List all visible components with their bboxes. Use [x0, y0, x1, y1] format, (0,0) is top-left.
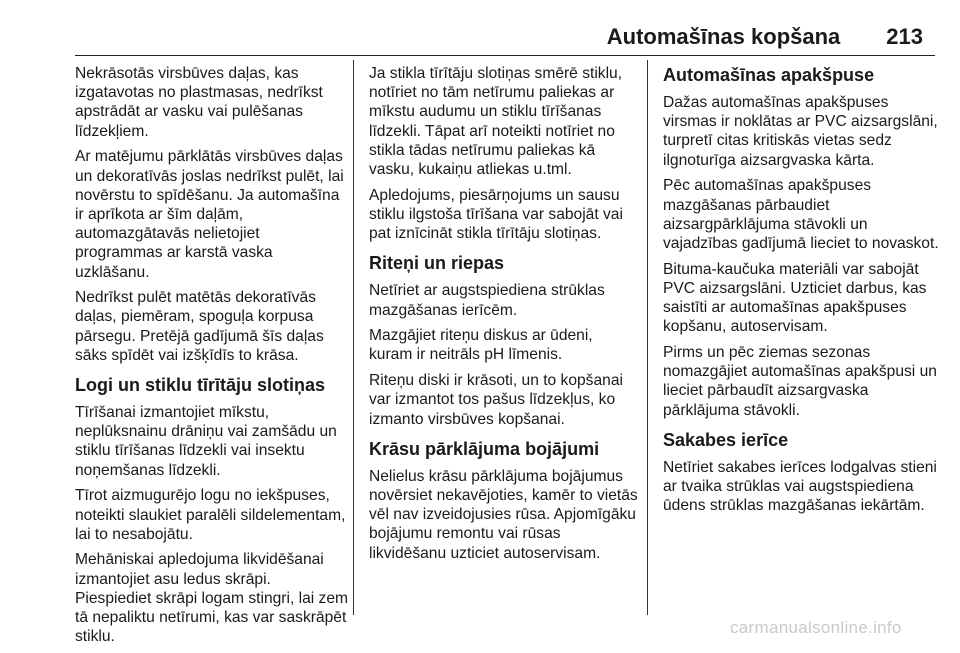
- paragraph: Nekrāsotās virsbūves daļas, kas izgatavotas no plastmasas, nedrīkst apstrādāt ar vasku vai pulēšanas līdzekļiem.: [75, 65, 323, 140]
- paragraph: Tīrot aizmugurējo logu no iekšpuses, noteikti slaukiet paralēli sildelementam, lai to nesabojātu.: [75, 487, 346, 543]
- page-title: Automašīnas kopšana: [606, 24, 841, 49]
- paragraph: Netīriet ar augstspiediena strūklas mazgāšanas ierīcēm.: [369, 282, 605, 319]
- column-divider: [353, 60, 354, 615]
- section-heading: Automašīnas apakšpuse: [663, 65, 875, 85]
- paragraph: Riteņu diski ir krāsoti, un to kopšanai var izmantot tos pašus līdzekļus, ko izmanto virsbūves kopšanai.: [369, 372, 623, 428]
- section-heading: Sakabes ierīce: [663, 429, 789, 450]
- paragraph: Netīriet sakabes ierīces lodgalvas stieni ar tvaika strūklas vai augstspiediena ūdens strūklas mazgāšanas iekārtām.: [663, 458, 937, 515]
- paragraph: Ja stikla tīrītāju slotiņas smērē stiklu, notīriet no tām netīrumu paliekas ar mīkstu audumu un stiklu tīrīšanas līdzekli. Tāpat arī noteikti notīriet no stikla tādas netīrumu paliekas kā vasku, kukaiņu atliekas u.tml.: [369, 65, 623, 179]
- page-header: [0, 24, 923, 54]
- paragraph: Apledojums, piesārņojums un sausu stiklu ilgstoša tīrīšana var sabojāt vai pat iznīcināt stikla tīrītāju slotiņas.: [369, 186, 623, 243]
- paragraph: Nedrīkst pulēt matētās dekoratīvās daļas, piemēram, spoguļa korpusa pārsegu. Pretējā gadījumā šīs daļas sāks spīdēt vai izšķīdīs to krāsa.: [75, 289, 324, 364]
- section-heading: Krāsu pārklājuma bojājumi: [369, 438, 600, 459]
- page-number: 213: [886, 24, 923, 49]
- section-heading: Logi un stiklu tīrītāju slotiņas: [75, 375, 326, 396]
- paragraph: Nelielus krāsu pārklājuma bojājumus novērsiet nekavējoties, kamēr to vietās vēl nav izveidojusies rūsa. Apjomīgāku bojājumu remontu vai rūsas likvidēšanu uzticiet autoservisam.: [369, 467, 638, 562]
- column-divider: [647, 60, 648, 615]
- watermark-text: carmanualsonline.info: [730, 618, 902, 637]
- paragraph: Dažas automašīnas apakšpuses virsmas ir noklātas ar PVC aizsargslāni, turpretī citas kritiskās vietas sedz ilgnoturīga aizsargvaska kārta.: [663, 94, 938, 169]
- column-3: [663, 64, 945, 522]
- paragraph: Pirms un pēc ziemas sezonas nomazgājiet automašīnas apakšpusi un lieciet pārbaudīt aizsargvaska pārklājuma stāvokli.: [663, 343, 937, 419]
- paragraph: Pēc automašīnas apakšpuses mazgāšanas pārbaudiet aizsargpārklājuma stāvokli un vajadzības gadījumā lieciet to novaskot.: [663, 177, 939, 252]
- header-rule: [75, 55, 935, 56]
- paragraph: Bituma-kaučuka materiāli var sabojāt PVC aizsargslāni. Uzticiet darbus, kas saistīti ar automašīnas apakšpuses kopšanu, autoservisam.: [663, 260, 927, 336]
- paragraph: Ar matējumu pārklātās virsbūves daļas un dekoratīvās joslas nedrīkst pulēt, lai novērstu to spīdēšanu. Ja automašīna ir aprīkota ar šīm daļām, automazgātavās nelietojiet programmas ar karstā vaska uzklāšanu.: [75, 148, 344, 281]
- section-heading: Riteņi un riepas: [369, 253, 505, 274]
- column-1: [75, 64, 350, 653]
- column-2: [369, 64, 639, 569]
- paragraph: Mazgājiet riteņu diskus ar ūdeni, kuram ir neitrāls pH līmenis.: [369, 327, 593, 364]
- paragraph: Tīrīšanai izmantojiet mīkstu, neplūksnainu drāniņu vai zamšādu un stiklu tīrīšanas līdzekli vai insektu noņemšanas līdzekli.: [75, 404, 337, 479]
- paragraph: Mehāniskai apledojuma likvidēšanai izmantojiet asu ledus skrāpi. Piespiediet skrāpi logam stingri, lai zem tā nepaliktu netīrumi, kas var saskrāpēt stiklu.: [75, 551, 349, 646]
